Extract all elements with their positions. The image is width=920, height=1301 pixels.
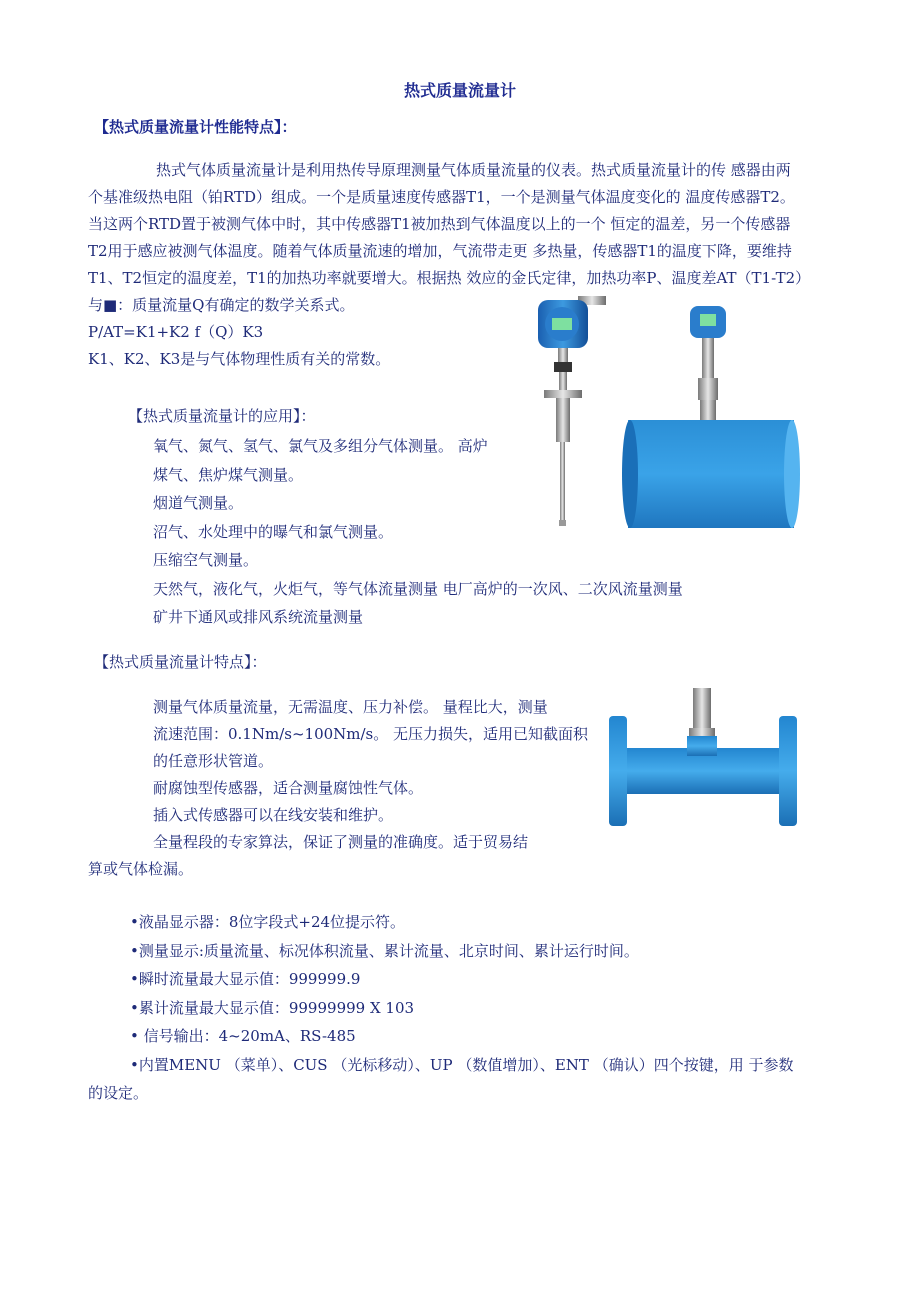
intro-line: 与■：质量流量Q有确定的数学关系式。 — [88, 296, 355, 314]
spec-list — [88, 908, 793, 1108]
list-item: 烟道气测量。 — [153, 494, 244, 512]
spec-item: •内置MENU （菜单）、CUS （光标移动）、UP （数值增加）、ENT （确认）四个按键，用 于参数 — [130, 1055, 794, 1074]
spec-item: • 信号输出：4~20mA、RS-485 — [130, 1027, 356, 1045]
list-item: 耐腐蚀型传感器，适合测量腐蚀性气体。 — [153, 779, 424, 797]
features-list — [88, 694, 589, 883]
list-item: 压缩空气测量。 — [153, 551, 259, 569]
spec-item: •测量显示:质量流量、标况体积流量、累计流量、北京时间、累计运行时间。 — [130, 941, 639, 960]
list-item: 沼气、水处理中的曝气和氯气测量。 — [153, 522, 394, 541]
list-item: 全量程段的专家算法，保证了测量的准确度。适于贸易结 — [153, 833, 529, 851]
spec-item: 的设定。 — [88, 1084, 149, 1102]
section-heading-features: 【热式质量流量计特点】： — [94, 653, 267, 671]
section-heading-performance: 【热式质量流量计性能特点】： — [94, 118, 297, 136]
intro-line: 当这两个RTD置于被测气体中时，其中传感器T1被加热到气体温度以上的一个 恒定的温差，另一个传感器 — [88, 215, 791, 233]
spec-item: •液晶显示器：8位字段式+24位提示符。 — [130, 913, 406, 931]
list-item: 矿井下通风或排风系统流量测量 — [153, 608, 364, 626]
list-item: 天然气，液化气，火炬气，等气体流量测量 电厂高炉的一次风、二次风流量测量 — [153, 579, 683, 598]
page-title: 热式质量流量计 — [403, 81, 516, 100]
intro-line: 个基准级热电阻（铂RTD）组成。一个是质量速度传感器T1，一个是测量气体温度变化的 温度传感器T2。 — [88, 188, 795, 206]
pipe-flowmeter-image — [622, 298, 802, 533]
intro-line: 热式气体质量流量计是利用热传导原理测量气体质量流量的仪表。热式质量流量计的传 感器由两 — [156, 161, 791, 179]
intro-line: T1、T2恒定的温度差，T1的加热功率就要增大。根据热 效应的金氏定律，加热功率P、温度差AT（T1-T2） — [88, 269, 811, 287]
list-item: 测量气体质量流量，无需温度、压力补偿。 量程比大，测量 — [153, 698, 548, 716]
spec-item: •瞬时流量最大显示值：999999.9 — [130, 970, 361, 988]
list-item: 煤气、焦炉煤气测量。 — [153, 465, 304, 484]
insertion-flowmeter-image — [530, 292, 620, 532]
section-heading-applications: 【热式质量流量计的应用】： — [128, 407, 316, 425]
list-item: 的任意形状管道。 — [153, 752, 274, 770]
intro-line: T2用于感应被测气体温度。随着气体质量流速的增加，气流带走更 多热量，传感器T1的温度下降，要维持 — [88, 242, 792, 260]
list-item: 算或气体检漏。 — [88, 860, 194, 878]
formula: P/AT=K1+K2 f（Q）K3 — [88, 323, 264, 341]
constants-note: K1、K2、K3是与气体物理性质有关的常数。 — [88, 350, 391, 368]
flanged-pipe-image — [603, 688, 803, 838]
list-item: 流速范围：0.1Nm/s~100Nm/s。 无压力损失，适用已知截面积 — [153, 725, 589, 743]
list-item: 氧气、氮气、氢气、氯气及多组分气体测量。 高炉 — [153, 437, 488, 455]
list-item: 插入式传感器可以在线安装和维护。 — [153, 806, 394, 824]
spec-item: •累计流量最大显示值：99999999 X 103 — [130, 998, 415, 1017]
